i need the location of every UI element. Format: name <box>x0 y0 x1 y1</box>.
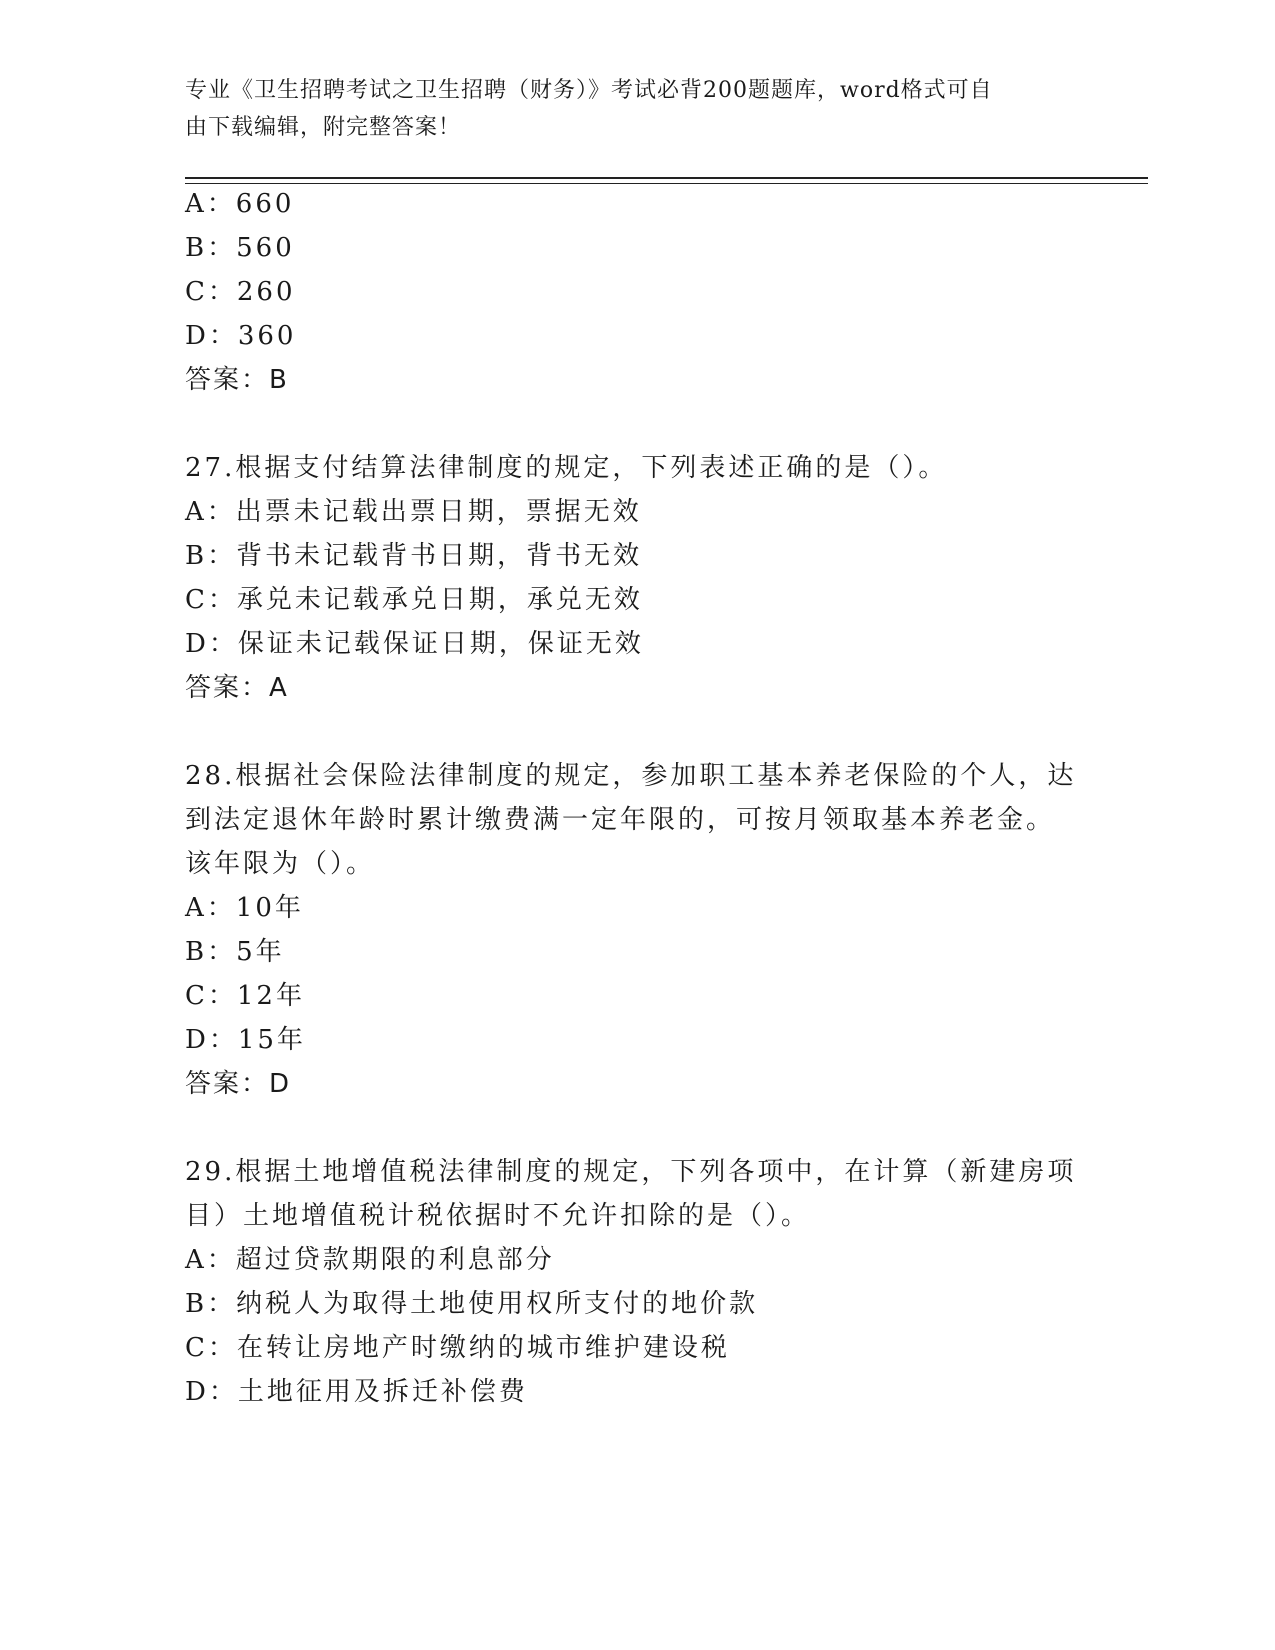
question-stem-line-1: 28.根据社会保险法律制度的规定，参加职工基本养老保险的个人，达 <box>185 761 1077 791</box>
answer-line: 答案：B <box>185 365 289 395</box>
question-stem-line-2: 到法定退休年龄时累计缴费满一定年限的，可按月领取基本养老金。 <box>185 805 1056 835</box>
option-d: D：保证未记载保证日期，保证无效 <box>185 629 644 659</box>
option-a: A：660 <box>185 189 295 219</box>
header-title-line-1: 专业《卫生招聘考试之卫生招聘（财务）》考试必背200题题库，word格式可自 <box>185 78 993 103</box>
option-c: C：12年 <box>185 981 305 1011</box>
question-stem: 27.根据支付结算法律制度的规定，下列表述正确的是（）。 <box>185 453 948 483</box>
answer-line: 答案：A <box>185 673 289 703</box>
answer-line: 答案：D <box>185 1069 292 1099</box>
header-divider-thin <box>185 183 1148 184</box>
question-stem-line-3: 该年限为（）。 <box>185 849 376 879</box>
option-b: B：背书未记载背书日期，背书无效 <box>185 541 643 571</box>
option-b: B：纳税人为取得土地使用权所支付的地价款 <box>185 1289 759 1319</box>
document-header <box>185 72 1085 146</box>
header-divider-thick <box>185 177 1148 179</box>
option-c: C：承兑未记载承兑日期，承兑无效 <box>185 585 643 615</box>
question-stem-line-1: 29.根据土地增值税法律制度的规定，下列各项中，在计算（新建房项 <box>185 1157 1077 1187</box>
option-a: A：超过贷款期限的利息部分 <box>185 1245 555 1275</box>
option-d: D：15年 <box>185 1025 306 1055</box>
header-title-line-2: 由下载编辑，附完整答案！ <box>185 115 462 140</box>
question-stem-line-2: 目）土地增值税计税依据时不允许扣除的是（）。 <box>185 1201 811 1231</box>
option-a: A：10年 <box>185 893 304 923</box>
option-b: B：560 <box>185 233 295 263</box>
option-b: B：5年 <box>185 937 285 967</box>
option-a: A：出票未记载出票日期，票据无效 <box>185 497 642 527</box>
option-d: D：土地征用及拆迁补偿费 <box>185 1377 528 1407</box>
option-c: C：260 <box>185 277 296 307</box>
option-c: C：在转让房地产时缴纳的城市维护建设税 <box>185 1333 730 1363</box>
option-d: D：360 <box>185 321 297 351</box>
